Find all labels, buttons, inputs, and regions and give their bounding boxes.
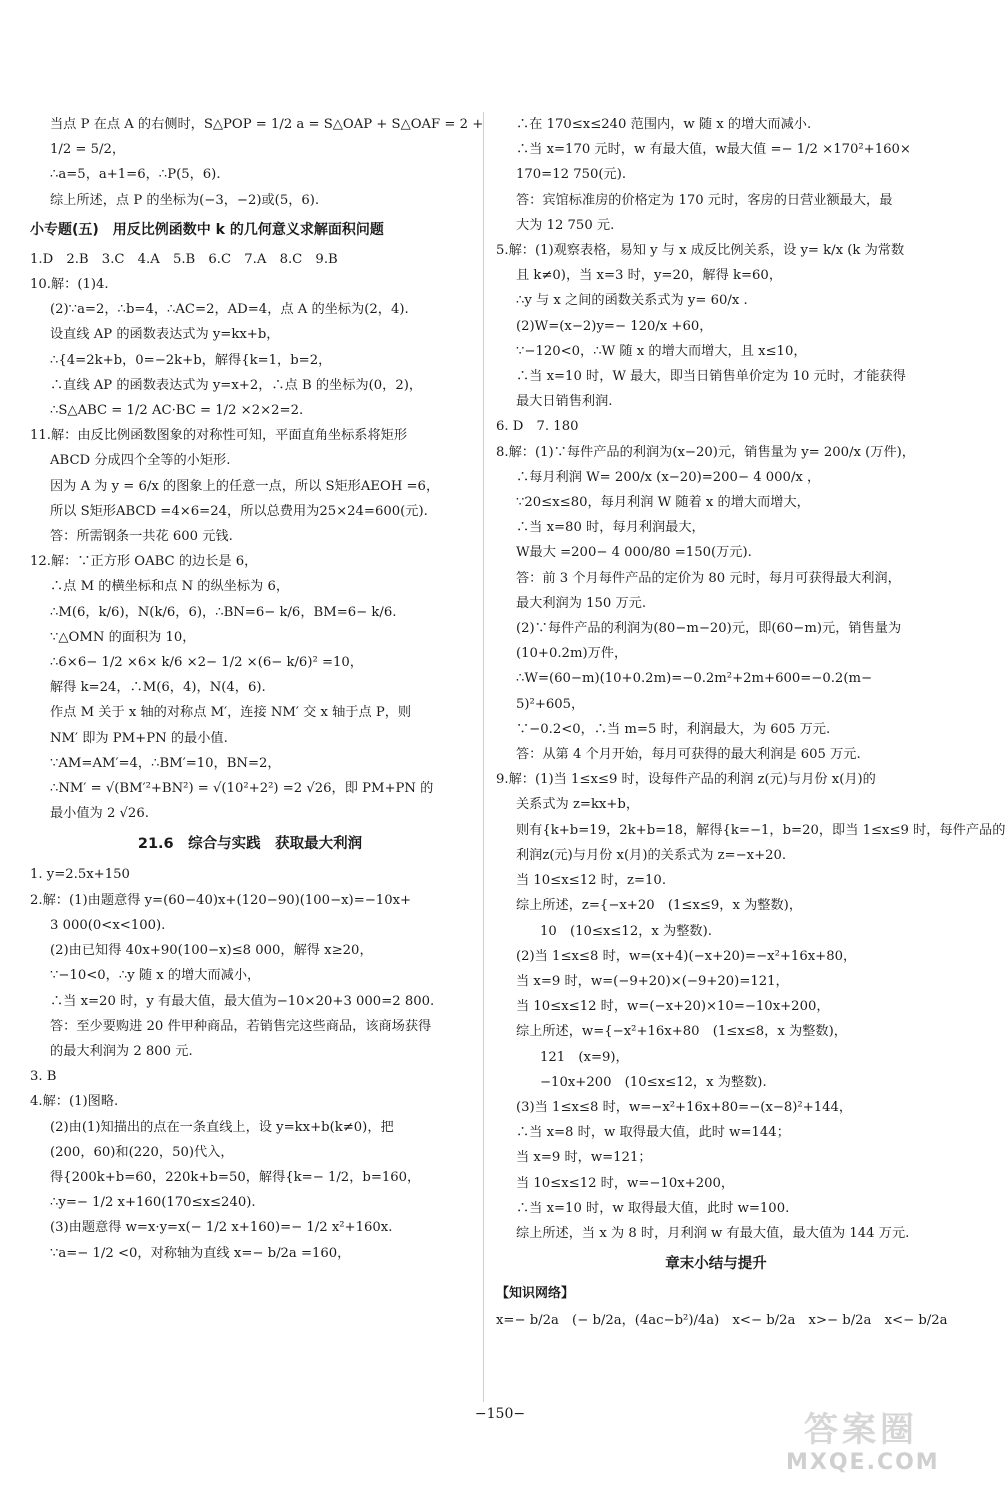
- left-line: ∴y=− 1/2 x+160(170≤x≤240).: [50, 1195, 256, 1211]
- left-line: 11.解：由反比例函数图象的对称性可知，平面直角坐标系将矩形: [30, 428, 408, 444]
- right-line: 10 (10≤x≤12，x 为整数).: [540, 923, 712, 939]
- right-column: [496, 112, 1005, 1336]
- left-line: 10.解：(1)4.: [30, 277, 109, 293]
- right-line: 121 (x=9)，: [540, 1049, 629, 1065]
- left-line: 的最大利润为 2 800 元.: [50, 1043, 193, 1059]
- right-line: ∴W=(60−m)(10+0.2m)=−0.2m²+2m+600=−0.2(m−: [516, 671, 873, 687]
- right-line: 答：前 3 个月每件产品的定价为 80 元时，每月可获得最大利润，: [516, 570, 901, 586]
- left-line: 所以 S矩形ABCD =4×6=24，所以总费用为25×24=600(元).: [50, 503, 428, 519]
- watermark-bottom: MXQE.COM: [786, 1450, 940, 1475]
- right-line: x=− b/2a (− b/2a，(4ac−b²)/4a) x<− b/2a x>− b/2a x<− b/2a: [496, 1313, 948, 1329]
- right-line: 170=12 750(元).: [516, 167, 627, 183]
- right-line: ∴y 与 x 之间的函数关系式为 y= 60/x .: [516, 293, 748, 309]
- right-line: 答：宾馆标准房的价格定为 170 元时，客房的日营业额最大，最: [516, 192, 893, 208]
- right-line: 当 10≤x≤12 时，w=(−x+20)×10=−10x+200，: [516, 999, 830, 1015]
- right-line: 5)²+605，: [516, 696, 585, 712]
- right-line: 【知识网络】: [496, 1286, 575, 1302]
- left-line: ∴S△ABC = 1/2 AC·BC = 1/2 ×2×2=2.: [50, 403, 304, 419]
- left-line: 得{200k+b=60，220k+b=50，解得{k=− 1/2，b=160，: [50, 1169, 421, 1185]
- left-line: 设直线 AP 的函数表达式为 y=kx+b，: [50, 327, 280, 343]
- right-line: 章末小结与提升: [665, 1256, 767, 1273]
- right-line: 综上所述，w={−x²+16x+80 (1≤x≤8，x 为整数)，: [516, 1024, 847, 1040]
- left-line: 当点 P 在点 A 的右侧时，S△POP = 1/2 a = S△OAP + S△OAF = 2 +: [50, 117, 484, 132]
- left-line: 3. B: [30, 1069, 57, 1085]
- right-line: ∵−120<0，∴W 随 x 的增大而增大，且 x≤10，: [516, 343, 807, 359]
- left-line: (2)由(1)知描出的点在一条直线上，设 y=kx+b(k≠0)，把: [50, 1119, 394, 1135]
- right-line: 综上所述，当 x 为 8 时，月利润 w 有最大值，最大值为 144 万元.: [516, 1225, 910, 1241]
- left-line: (3)由题意得 w=x·y=x(− 1/2 x+160)=− 1/2 x²+160x.: [50, 1220, 393, 1236]
- right-line: ∴当 x=170 元时，w 有最大值，w最大值 =− 1/2 ×170²+160×: [516, 142, 911, 158]
- left-line: 1.D 2.B 3.C 4.A 5.B 6.C 7.A 8.C 9.B: [30, 251, 338, 267]
- left-line: 12.解：∵正方形 OABC 的边长是 6，: [30, 554, 258, 570]
- left-line: 综上所述，点 P 的坐标为(−3，−2)或(5，6).: [50, 192, 320, 208]
- right-line: ∵20≤x≤80，每月利润 W 随着 x 的增大而增大，: [516, 495, 810, 511]
- left-line: 小专题(五) 用反比例函数中 k 的几何意义求解面积问题: [30, 221, 384, 238]
- left-line: (2)由已知得 40x+90(100−x)≤8 000，解得 x≥20，: [50, 943, 373, 959]
- right-line: W最大 =200− 4 000/80 =150(万元).: [516, 545, 752, 561]
- right-line: 则有{k+b=19，2k+b=18，解得{k=−1，b=20，即当 1≤x≤9 时，每件产品的: [516, 822, 1005, 838]
- left-line: 最小值为 2 √26.: [50, 806, 149, 822]
- right-line: 且 k≠0)，当 x=3 时，y=20，解得 k=60，: [516, 268, 783, 284]
- right-line: ∴当 x=80 时，每月利润最大，: [516, 520, 705, 536]
- left-line: ∴当 x=20 时，y 有最大值，最大值为−10×20+3 000=2 800.: [50, 993, 435, 1009]
- right-line: 当 x=9 时，w=121；: [516, 1150, 652, 1166]
- left-line: ∴NM′ = √(BM′²+BN²) = √(10²+2²) =2 √26，即 PM+PN 的: [50, 781, 434, 797]
- right-line: 综上所述，z={−x+20 (1≤x≤9，x 为整数)，: [516, 898, 803, 914]
- left-line: ABCD 分成四个全等的小矩形.: [50, 453, 231, 469]
- right-line: 当 10≤x≤12 时，z=10.: [516, 873, 667, 889]
- right-line: 6. D 7. 180: [496, 419, 579, 435]
- right-line: 当 10≤x≤12 时，w=−10x+200，: [516, 1175, 735, 1191]
- right-line: (2)W=(x−2)y=− 120/x +60，: [516, 318, 713, 334]
- right-line: 利润z(元)与月份 x(月)的关系式为 z=−x+20.: [516, 847, 787, 863]
- page-number: −150−: [474, 1406, 526, 1422]
- right-line: ∴当 x=10 时，w 取得最大值，此时 w=100.: [516, 1200, 790, 1216]
- left-line: 作点 M 关于 x 轴的对称点 M′，连接 NM′ 交 x 轴于点 P，则: [50, 705, 412, 721]
- left-line: 1/2 = 5/2，: [50, 142, 126, 158]
- right-line: (3)当 1≤x≤8 时，w=−x²+16x+80=−(x−8)²+144，: [516, 1099, 853, 1115]
- left-line: 4.解：(1)图略.: [30, 1094, 119, 1110]
- left-line: 2.解：(1)由题意得 y=(60−40)x+(120−90)(100−x)=−10x+: [30, 892, 412, 908]
- watermark-top: 答案圈: [804, 1410, 918, 1450]
- right-line: 5.解：(1)观察表格，易知 y 与 x 成反比例关系，设 y= k/x (k 为常数: [496, 243, 905, 259]
- right-line: ∴在 170≤x≤240 范围内，w 随 x 的增大而减小.: [516, 117, 812, 132]
- left-line: 1. y=2.5x+150: [30, 867, 130, 883]
- left-line: ∵AM=AM′=4，∴BM′=10，BN=2，: [50, 755, 281, 771]
- right-line: 最大日销售利润.: [516, 394, 613, 410]
- right-line: 当 x=9 时，w=(−9+20)×(−9+20)=121，: [516, 973, 789, 989]
- right-line: 8.解：(1)∵每件产品的利润为(x−20)元，销售量为 y= 200/x (万件)，: [496, 444, 915, 460]
- right-line: ∴当 x=8 时，w 取得最大值，此时 w=144；: [516, 1125, 790, 1141]
- right-line: −10x+200 (10≤x≤12，x 为整数).: [540, 1074, 767, 1090]
- left-line: ∴点 M 的横坐标和点 N 的纵坐标为 6，: [50, 579, 290, 595]
- left-line: ∵a=− 1/2 <0，对称轴为直线 x=− b/2a =160，: [50, 1245, 351, 1261]
- right-line: ∴每月利润 W= 200/x (x−20)=200− 4 000/x ，: [516, 469, 821, 485]
- right-line: 最大利润为 150 万元.: [516, 595, 647, 611]
- left-line: ∴a=5，a+1=6，∴P(5，6).: [50, 167, 221, 183]
- left-line: 21.6 综合与实践 获取最大利润: [137, 836, 363, 853]
- left-line: ∴6×6− 1/2 ×6× k/6 ×2− 1/2 ×(6− k/6)² =10，: [50, 655, 363, 671]
- left-column: [30, 112, 484, 1266]
- right-line: (2)∵每件产品的利润为(80−m−20)元，即(60−m)元，销售量为: [516, 621, 902, 637]
- left-line: (2)∵a=2，∴b=4，∴AC=2，AD=4，点 A 的坐标为(2，4).: [50, 302, 409, 318]
- left-line: ∴{4=2k+b，0=−2k+b，解得{k=1，b=2，: [50, 352, 332, 368]
- right-line: 9.解：(1)当 1≤x≤9 时，设每件产品的利润 z(元)与月份 x(月)的: [496, 772, 876, 788]
- left-line: ∵−10<0，∴y 随 x 的增大而减小，: [50, 968, 261, 984]
- left-line: ∵△OMN 的面积为 10，: [50, 629, 196, 645]
- left-line: 答：至少要购进 20 件甲种商品，若销售完这些商品，该商场获得: [50, 1018, 432, 1034]
- left-line: (200，60)和(220，50)代入，: [50, 1144, 234, 1160]
- right-line: (2)当 1≤x≤8 时，w=(x+4)(−x+20)=−x²+16x+80，: [516, 948, 857, 964]
- right-line: (10+0.2m)万件，: [516, 646, 628, 662]
- watermark-logo: [786, 1402, 976, 1480]
- left-line: NM′ 即为 PM+PN 的最小值.: [50, 730, 228, 746]
- right-line: ∵−0.2<0，∴当 m=5 时，利润最大，为 605 万元.: [516, 721, 831, 737]
- right-line: 关系式为 z=kx+b，: [516, 797, 640, 813]
- right-line: 大为 12 750 元.: [516, 217, 615, 233]
- left-line: 3 000(0<x<100).: [50, 917, 166, 933]
- left-line: 答：所需钢条一共花 600 元钱.: [50, 529, 233, 545]
- column-divider: [483, 112, 484, 1402]
- left-line: 解得 k=24，∴M(6，4)，N(4，6).: [50, 680, 266, 696]
- left-line: ∴M(6，k/6)，N(k/6，6)，∴BN=6− k/6，BM=6− k/6.: [50, 604, 397, 620]
- right-line: 答：从第 4 个月开始，每月可获得的最大利润是 605 万元.: [516, 747, 861, 763]
- right-line: ∴当 x=10 时，W 最大，即当日销售单价定为 10 元时，才能获得: [516, 369, 906, 385]
- left-line: ∴直线 AP 的函数表达式为 y=x+2，∴点 B 的坐标为(0，2)，: [50, 377, 423, 393]
- left-line: 因为 A 为 y = 6/x 的图象上的任意一点，所以 S矩形AEOH =6，: [50, 478, 440, 494]
